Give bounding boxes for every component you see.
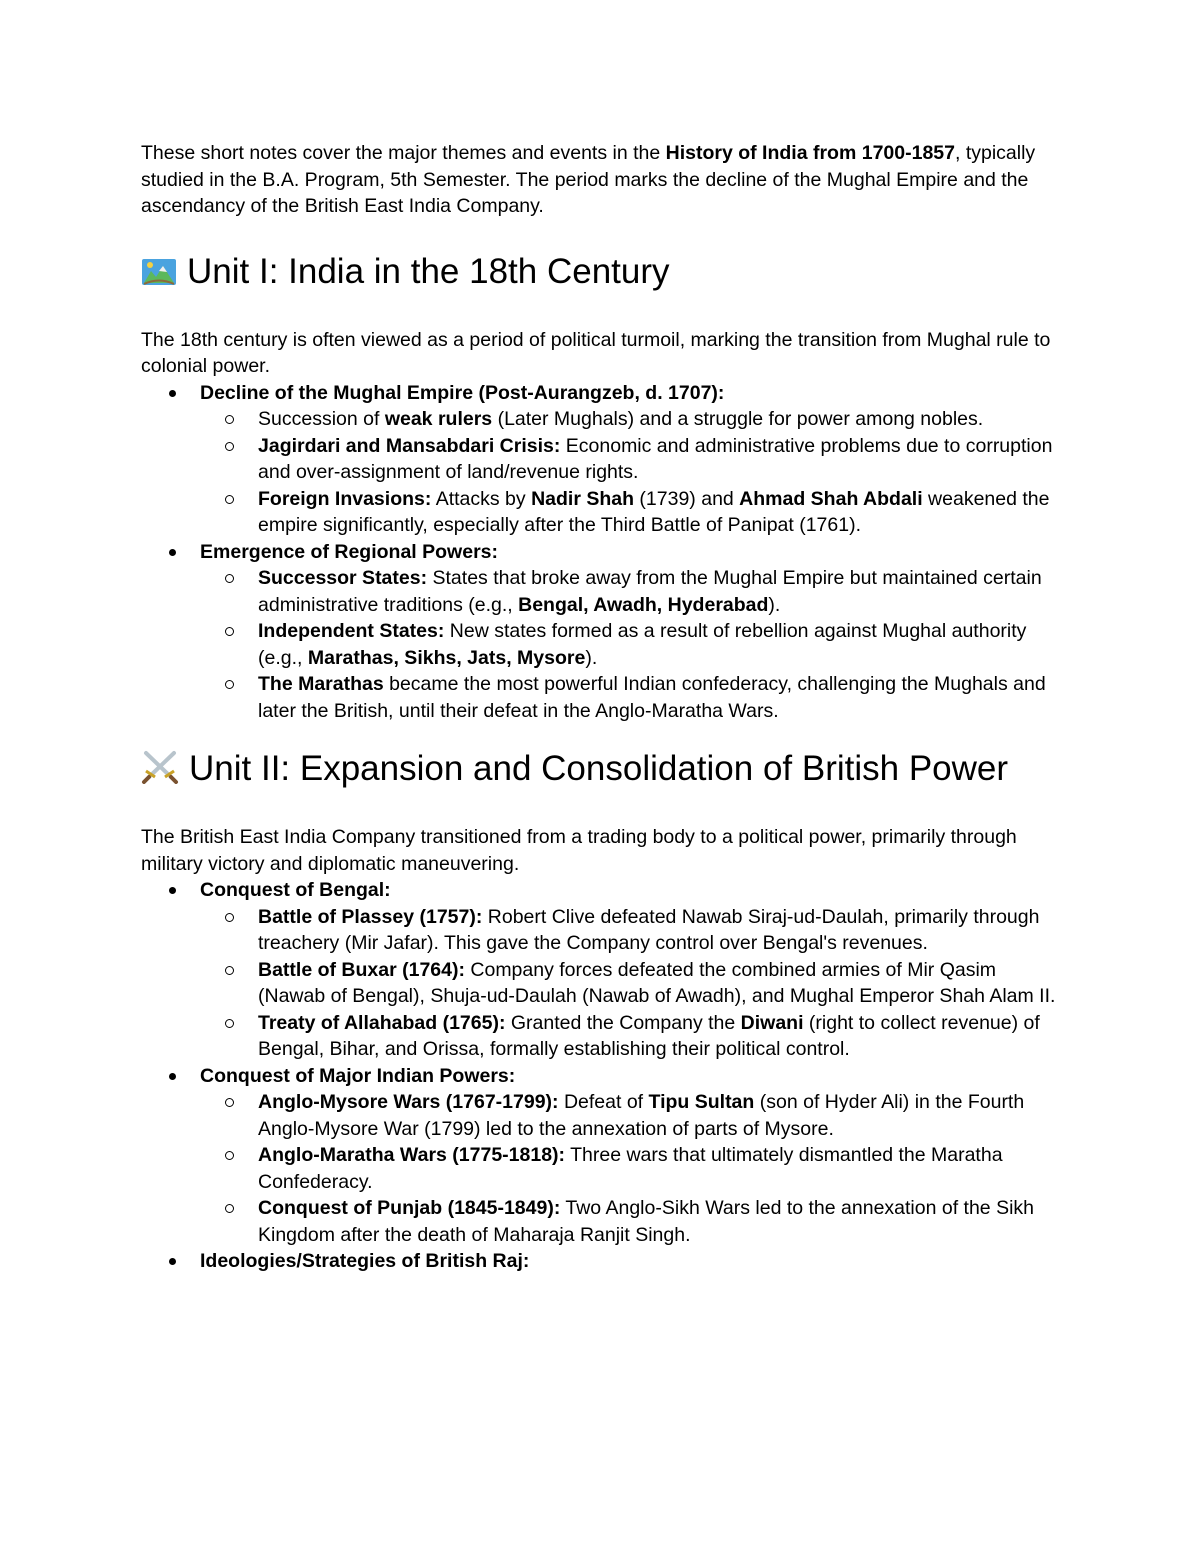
list-item: Decline of the Mughal Empire (Post-Aurangzeb, d. 1707): Succession of weak rulers (Later Mughals) and a struggle for power among nobles. Jagirdari and Mansabdari Crisis: Economic and administrative problems due to corruption and over-assignment of land/revenue rights. Foreign Invasions: Attacks by Nadir Shah (1739) and Ahmad Shah Abdali weakened the empire significantly, especially after the Third Battle of Panipat (1761). [141,380,1066,539]
list-item: Succession of weak rulers (Later Mughals) and a struggle for power among nobles. [141,406,1066,433]
list-item: Conquest of Bengal: Battle of Plassey (1757): Robert Clive defeated Nawab Siraj-ud-Daulah, primarily through treachery (Mir Jafar). This gave the Company control over Bengal's revenues. Battle of Buxar (1764): Company forces defeated the combined armies of Mir Qasim (Nawab of Bengal), Shuja-ud-Daulah (Nawab of Awadh), and Mughal Emperor Shah Alam II. Treaty of Allahabad (1765): Granted the Company the Diwani (right to collect revenue) of Bengal, Bihar, and Orissa, formally establishing their political control. [141,877,1066,1063]
list-item: Conquest of Punjab (1845-1849): Two Anglo-Sikh Wars led to the annexation of the Sikh Kingdom after the death of Maharaja Ranjit Singh. [141,1195,1066,1248]
map-icon [141,255,177,297]
unit2-lead: The British East India Company transitioned from a trading body to a political power, primarily through military victory and diplomatic maneuvering. [141,826,1017,875]
list-item: Successor States: States that broke away from the Mughal Empire but maintained certain administrative traditions (e.g., Bengal, Awadh, Hyderabad). [141,565,1066,618]
list-item: Emergence of Regional Powers: Successor States: States that broke away from the Mughal Empire but maintained certain administrative traditions (e.g., Bengal, Awadh, Hyderabad). Independent States: New states formed as a result of rebellion against Mughal authority (e.g., Marathas, Sikhs, Jats, Mysore). The Marathas became the most powerful Indian confederacy, challenging the Mughals and later the British, until their defeat in the Anglo-Maratha Wars. [141,539,1066,725]
list-item: Foreign Invasions: Attacks by Nadir Shah (1739) and Ahmad Shah Abdali weakened the empire significantly, especially after the Third Battle of Panipat (1761). [141,486,1066,539]
list-item: Anglo-Mysore Wars (1767-1799): Defeat of Tipu Sultan (son of Hyder Ali) in the Fourth Anglo-Mysore War (1799) led to the annexation of parts of Mysore. [141,1089,1066,1142]
list-item: Battle of Buxar (1764): Company forces defeated the combined armies of Mir Qasim (Nawab of Bengal), Shuja-ud-Daulah (Nawab of Awadh), and Mughal Emperor Shah Alam II. [141,957,1066,1010]
list-item: Ideologies/Strategies of British Raj: [141,1248,1066,1275]
unit2-list [141,877,1066,1275]
unit1-lead: The 18th century is often viewed as a period of political turmoil, marking the transition from Mughal rule to colonial power. [141,328,1051,377]
list-item: Treaty of Allahabad (1765): Granted the Company the Diwani (right to collect revenue) of Bengal, Bihar, and Orissa, formally establishing their political control. [141,1010,1066,1063]
list-item: Jagirdari and Mansabdari Crisis: Economic and administrative problems due to corruption and over-assignment of land/revenue rights. [141,433,1066,486]
crossed-swords-icon [141,750,179,794]
intro-paragraph: These short notes cover the major themes and events in the History of India from 1700-1857, typically studied in the B.A. Program, 5th Semester. The period marks the decline of the Mughal Empire and the ascendancy of the British East India Company. [141,142,1036,217]
unit1-list [141,380,1066,725]
list-item: Battle of Plassey (1757): Robert Clive defeated Nawab Siraj-ud-Daulah, primarily through treachery (Mir Jafar). This gave the Company control over Bengal's revenues. [141,904,1066,957]
list-item: Independent States: New states formed as a result of rebellion against Mughal authority (e.g., Marathas, Sikhs, Jats, Mysore). [141,618,1066,671]
list-item: The Marathas became the most powerful Indian confederacy, challenging the Mughals and later the British, until their defeat in the Anglo-Maratha Wars. [141,671,1066,724]
list-item: Conquest of Major Indian Powers: Anglo-Mysore Wars (1767-1799): Defeat of Tipu Sultan (son of Hyder Ali) in the Fourth Anglo-Mysore War (1799) led to the annexation of parts of Mysore. Anglo-Maratha Wars (1775-1818): Three wars that ultimately dismantled the Maratha Confederacy. Conquest of Punjab (1845-1849): Two Anglo-Sikh Wars led to the annexation of the Sikh Kingdom after the death of Maharaja Ranjit Singh. [141,1063,1066,1249]
unit1-heading: Unit I: India in the 18th Century [141,251,1066,297]
list-item: Anglo-Maratha Wars (1775-1818): Three wars that ultimately dismantled the Maratha Confederacy. [141,1142,1066,1195]
document-page [141,140,1066,1275]
unit2-heading: Unit II: Expansion and Consolidation of British Power [141,748,1066,794]
